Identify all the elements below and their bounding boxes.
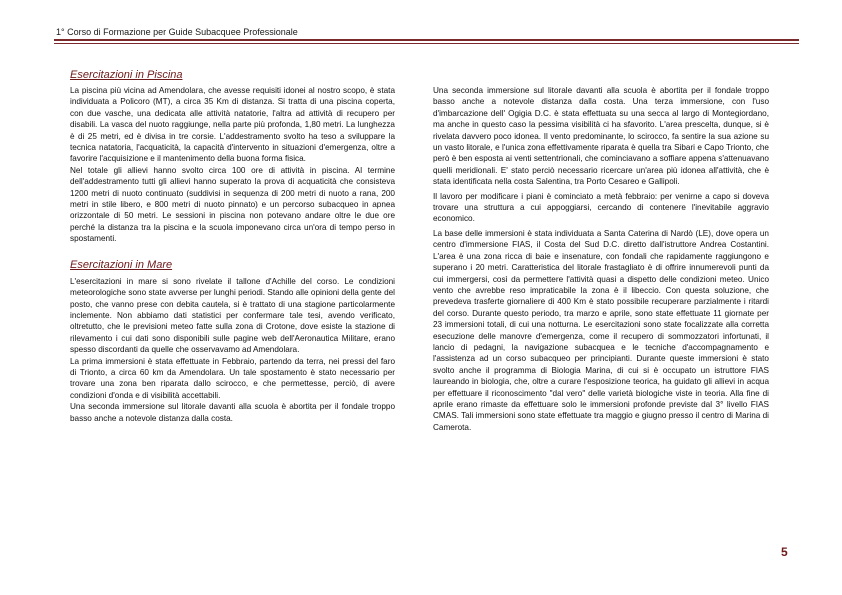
heading-mare: Esercitazioni in Mare <box>70 258 173 271</box>
piscina-paragraph-2: Nel totale gli allievi hanno svolto circa 100 ore di attività in piscina. Al termine dell'addestramento tutti gli allievi hanno superato la prova di acquaticità che consisteva 1200 metri di nuoto continuato (suddivisi in sequenza di 200 metri di nuoto a rana, 200 metri in stile libero, e 800 metri di nuoto pinnato) e un percorso subacqueo in apnea orizzontale di 50 metri. Le sessioni in piscina non potevano andare oltre le due ore perché la distanza tra la piscina e la scuola imponevano circa un'ora di tempo perso in spostamenti. <box>70 165 395 244</box>
piscina-paragraph-1: La piscina più vicina ad Amendolara, che avesse requisiti idonei al nostro scopo, è stata individuata a Policoro (MT), a circa 35 Km di distanza. Si tratta di una piscina coperta, con due vasche, una dedicata alle attività natatorie, l'altra ad attività di recupero per disabili. La vasca del nuoto raggiunge, nella parte più profonda, 1,80 metri. La lunghezza è di 25 metri, ed è divisa in tre corsie. L'addestramento svolto ha teso a sviluppare la tecnica natatoria, l'acquaticità, la capacità d'intervento in situazioni d'emergenza, oltre a favorire l'acquisizione e il mantenimento della buona forma fisica. <box>70 86 395 164</box>
left-column <box>70 69 395 424</box>
page-header-title: 1° Corso di Formazione per Guide Subacquee Professionale <box>56 27 298 37</box>
heading-piscina: Esercitazioni in Piscina <box>70 69 183 81</box>
mare-paragraph-3: Una seconda immersione sul litorale davanti alla scuola è abortita per il fondale troppo basso anche a notevole distanza dalla costa. <box>70 402 395 423</box>
right-paragraph-3: La base delle immersioni è stata individuata a Santa Caterina di Nardò (LE), dove opera un centro d'immersione FIAS, il Costa del Sud D.C. diretto dall'istruttore Andrea Costantini. L'area è una zona ricca di baie e insenature, con fondali che rapidamente raggiungono e superano i 20 metri. Caratteristica del litorale frastagliato è di offrire innumerevoli punti da cui immergersi, così da permettere l'attività quasi a dispetto delle condizioni meteo. Unico vento che avrebbe reso impraticabile la zona è il libeccio. Con questa soluzione, che prevedeva trasferte giornaliere di 400 Km è stato possibile recuperare parzialmente i ritardi del corso. Durante questo periodo, tra marzo e aprile, sono state effettuate 11 giornate per 23 immersioni totali, di cui una notturna. Le esercitazioni sono state focalizzate alla corretta esecuzione delle manovre d'emergenza, come il recupero di sommozzatori infortunati, il lancio di pedagni, la navigazione subacquea e le tecniche d'accompagnamento e l'assistenza ad un corso subacqueo per principianti. Durante queste immersioni è stato svolto anche il programma di Biologia Marina, di cui si è occupato un istruttore FIAS laureando in biologia, che, oltre a curare l'esposizione teorica, ha guidato gli allievi in acqua per effettuare il riconoscimento "dal vero" delle varietà biologiche viste in teoria. Alla fine di aprile erano rimaste da effettuare solo le immersioni profonde previste dal 3° livello FIAS CMAS. Tali immersioni sono state effettuate tra maggio e giugno presso il centro di Marina di Camerota. <box>433 228 769 432</box>
right-column <box>433 85 769 433</box>
mare-paragraph-2: La prima immersioni è stata effettuate in Febbraio, partendo da terra, nei pressi del faro di Trionto, a circa 60 km da Amendolara. Un tale spostamento è stato necessario per trovare una zona ben riparata dallo scirocco, e che permettesse, perciò, di avere condizioni d'onda e di visibilità accettabili. <box>70 356 395 400</box>
header-divider <box>54 39 799 44</box>
right-paragraph-1: Una seconda immersione sul litorale davanti alla scuola è abortita per il fondale troppo basso anche a notevole distanza dalla costa. Una terza immersione, con l'uso d'imbarcazione dell' Ogigia D.C. è stata effettuata su una secca al largo di Montegiordano, ma anche in questo caso la pessima visibilità ci ha sfavorito. L'area prescelta, dunque, si è rivelata davvero poco idonea. Il vento predominante, lo scirocco, fa sentire la sua azione su un vasto litorale, e l'unica zona effettivamente riparata è quella tra Sibari e Capo Trionto, che però è ben esposta ai venti settentrionali, che cominciavano a soffiare appena s'attenuavano quelli meridionali. E' stato perciò necessario ricercare un'area più idonea all'attività, che è stata identificata nella costa Salentina, tra Porto Cesareo e Gallipoli. <box>433 86 769 187</box>
mare-paragraph-1: L'esercitazioni in mare si sono rivelate il tallone d'Achille del corso. Le condizioni meteorologiche sono state avverse per lunghi periodi. Stando alle opinioni della gente del posto, che vanno prese con debita cautela, si è trattato di una stagione particolarmente inclemente. Non abbiamo dati statistici per confermare tale tesi, avendo verificato, oltretutto, che le previsioni meteo fatte sulla zona di Crotone, dove esiste la stazione di rilevamento i cui dati sono disponibili sulle pagine web dell'Aeronautica Militare, erano spesso discordanti da quelle che osservavamo ad Amendolara. <box>70 276 395 355</box>
right-paragraph-2: Il lavoro per modificare i piani è cominciato a metà febbraio: per venirne a capo si doveva trovare una struttura a cui appoggiarsi, cercando di contenere l'inevitabile aggravio economico. <box>433 191 769 224</box>
page-number: 5 <box>781 545 788 559</box>
